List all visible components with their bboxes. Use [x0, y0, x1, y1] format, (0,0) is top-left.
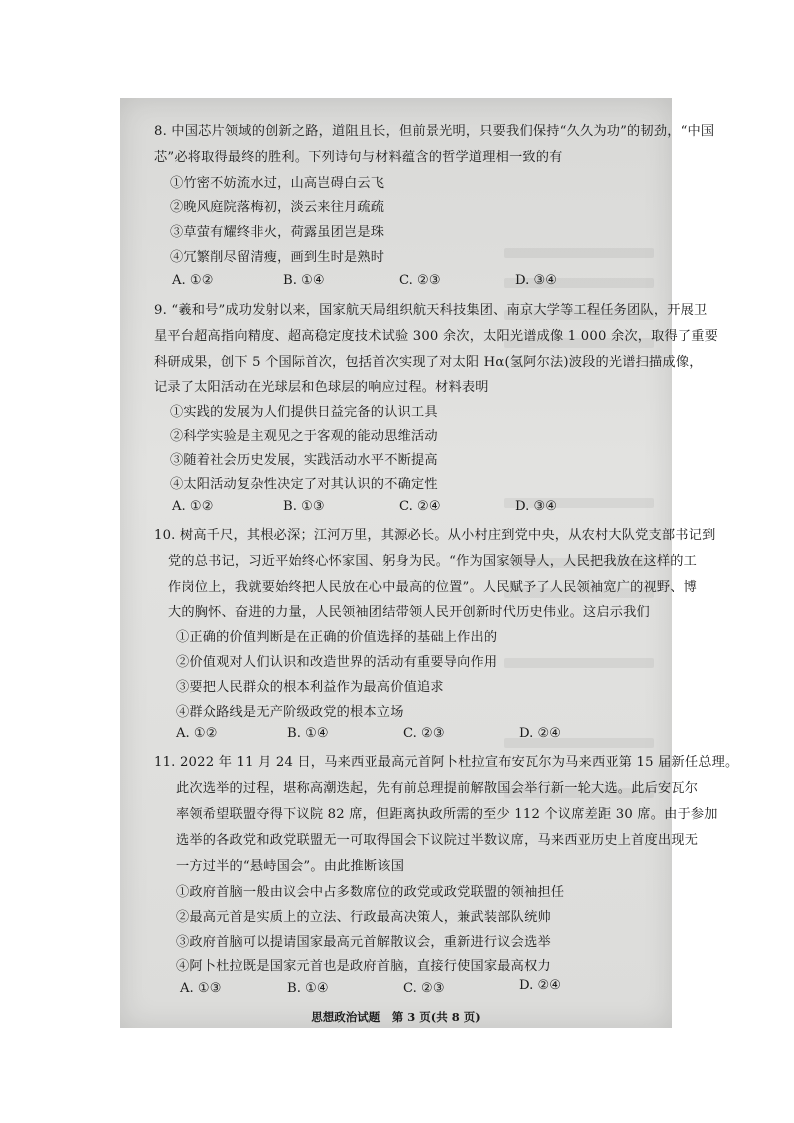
q8-choice-d: D. ③④ — [515, 273, 558, 288]
exam-page-photo — [120, 98, 739, 1028]
q11-item-2: ②最高元首是实质上的立法、行政最高决策人，兼武装部队统帅 — [176, 910, 551, 925]
q10-choice-c: C. ②③ — [403, 726, 445, 741]
q8-choice-b: B. ①④ — [283, 273, 325, 288]
q8-line-1: 8. 中国芯片领域的创新之路，道阻且长，但前景光明，只要我们保持“久久为功”的韧劲，“中国 — [154, 124, 715, 139]
q10-item-3: ③要把人民群众的根本利益作为最高价值追求 — [176, 680, 444, 695]
q11-line-1: 11. 2022 年 11 月 24 日，马来西亚最高元首阿卜杜拉宣布安瓦尔为马来西亚第 15 届新任总理。 — [154, 755, 739, 770]
q9-line-4: 记录了太阳活动在光球层和色球层的响应过程。材料表明 — [154, 380, 489, 395]
q11-item-3: ③政府首脑可以提请国家最高元首解散议会，重新进行议会选举 — [176, 935, 551, 950]
q10-choice-b: B. ①④ — [287, 726, 329, 741]
q9-line-1: 9. “羲和号”成功发射以来，国家航天局组织航天科技集团、南京大学等工程任务团队，开展卫 — [154, 303, 708, 318]
q11-choice-c: C. ②③ — [403, 981, 445, 996]
q11-item-4: ④阿卜杜拉既是国家元首也是政府首脑，直接行使国家最高权力 — [176, 959, 551, 974]
q9-item-3: ③随着社会历史发展，实践活动水平不断提高 — [170, 453, 438, 468]
q11-choice-d: D. ②④ — [519, 978, 562, 993]
q11-line-5: 一方过半的“悬峙国会”。由此推断该国 — [176, 859, 405, 874]
q10-item-4: ④群众路线是无产阶级政党的根本立场 — [176, 705, 404, 720]
q10-item-1: ①正确的价值判断是在正确的价值选择的基础上作出的 — [176, 630, 498, 645]
q11-choice-b: B. ①④ — [287, 981, 329, 996]
q11-choice-a: A. ①③ — [180, 981, 222, 996]
q9-choice-c: C. ②④ — [399, 499, 441, 514]
q8-item-1: ①竹密不妨流水过，山高岂碍白云飞 — [170, 176, 385, 191]
q9-choice-d: D. ③④ — [515, 499, 558, 514]
q8-item-4: ④冗繁削尽留清瘦，画到生时是熟时 — [170, 250, 385, 265]
q11-line-4: 选举的各政党和政党联盟无一可取得国会下议院过半数议席，马来西亚历史上首度出现无 — [176, 833, 699, 848]
q8-item-3: ③草萤有耀终非火，荷露虽团岂是珠 — [170, 225, 385, 240]
q9-choice-b: B. ①③ — [283, 499, 325, 514]
q10-line-4: 大的胸怀、奋进的力量，人民领袖团结带领人民开创新时代历史伟业。这启示我们 — [168, 605, 650, 620]
q10-line-2: 党的总书记，习近平始终心怀家国、躬身为民。“作为国家领导人，人民把我放在这样的工 — [168, 554, 698, 569]
q11-line-2: 此次选举的过程，堪称高潮迭起，先有前总理提前解散国会举行新一轮大选。此后安瓦尔 — [176, 781, 699, 796]
q10-line-1: 10. 树高千尺，其根必深；江河万里，其源必长。从小村庄到党中央，从农村大队党支部书记到 — [154, 528, 716, 543]
q8-item-2: ②晚风庭院落梅初，淡云来往月疏疏 — [170, 200, 385, 215]
q9-item-4: ④太阳活动复杂性决定了对其认识的不确定性 — [170, 477, 438, 492]
q8-choice-a: A. ①② — [172, 273, 214, 288]
q10-item-2: ②价值观对人们认识和改造世界的活动有重要导向作用 — [176, 655, 498, 670]
q9-item-2: ②科学实验是主观见之于客观的能动思维活动 — [170, 429, 438, 444]
exam-content — [120, 98, 739, 1028]
q8-line-2: 芯”必将取得最终的胜利。下列诗句与材料蕴含的哲学道理相一致的有 — [154, 150, 563, 165]
q8-choice-c: C. ②③ — [399, 273, 441, 288]
page-footer: 思想政治试题 第 3 页(共 8 页) — [311, 1010, 481, 1024]
q9-item-1: ①实践的发展为人们提供日益完备的认识工具 — [170, 405, 438, 420]
q9-choice-a: A. ①② — [172, 499, 214, 514]
q10-choice-d: D. ②④ — [519, 726, 562, 741]
q10-choice-a: A. ①② — [176, 726, 218, 741]
q10-line-3: 作岗位上，我就要始终把人民放在心中最高的位置”。人民赋予了人民领袖宽广的视野、博 — [168, 580, 698, 595]
q9-line-2: 星平台超高指向精度、超高稳定度技术试验 300 余次，太阳光谱成像 1 000 余次，取得了重要 — [154, 329, 719, 344]
q11-line-3: 率领希望联盟夺得下议院 82 席，但距离执政所需的至少 112 个议席差距 30 席。由于参加 — [176, 807, 718, 822]
q9-line-3: 科研成果，创下 5 个国际首次，包括首次实现了对太阳 Hα(氢阿尔法)波段的光谱扫描成像， — [154, 355, 703, 370]
q11-item-1: ①政府首脑一般由议会中占多数席位的政党或政党联盟的领袖担任 — [176, 885, 565, 900]
